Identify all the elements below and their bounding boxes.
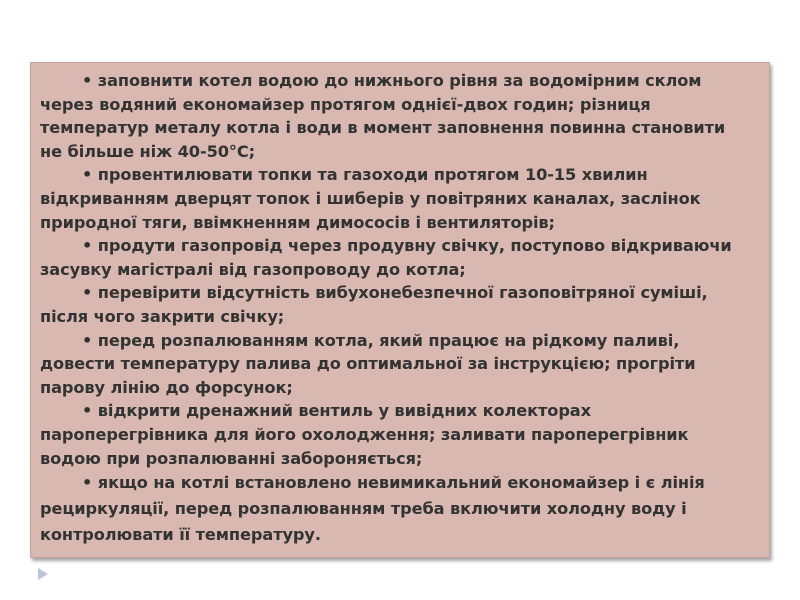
instruction-item: • заповнити котел водою до нижнього рівня за водомірним склом через водяний економайзер протягом однієї-двох годин; різниця температур металу котла і води в момент заповнення повинна становити не більше ніж 40-50°С; [40,71,726,161]
instruction-item: • продути газопровід через продувну свічку, поступово відкриваючи засувку магістралі від газопроводу до котла; [40,236,732,279]
instruction-text-box [30,62,770,558]
instruction-item: • відкрити дренажний вентиль у вивідних колекторах пароперегрівника для його охолодження; заливати пароперегрівник водою при розпалюванні забороняється; [40,401,689,468]
instruction-item: • провентилювати топки та газоходи протягом 10-15 хвилин відкриванням дверцят топок і шиберів у повітряних каналах, заслінок природної тяги, ввімкненням димососів і вентиляторів; [40,165,701,232]
instruction-item: • перед розпалюванням котла, який працює на рідкому паливі, довести температуру палива до оптимальної за інструкцією; прогріти парову лінію до форсунок; [40,330,696,397]
instruction-item: • якщо на котлі встановлено невимикальний економайзер і є лінія рециркуляції, перед розпалюванням треба включити холодну воду і контролювати її температуру. [40,473,705,545]
instruction-item: • перевірити відсутність вибухонебезпечної газоповітряної суміші, після чого закрити свічку; [40,283,708,326]
next-arrow-icon[interactable] [38,568,48,580]
